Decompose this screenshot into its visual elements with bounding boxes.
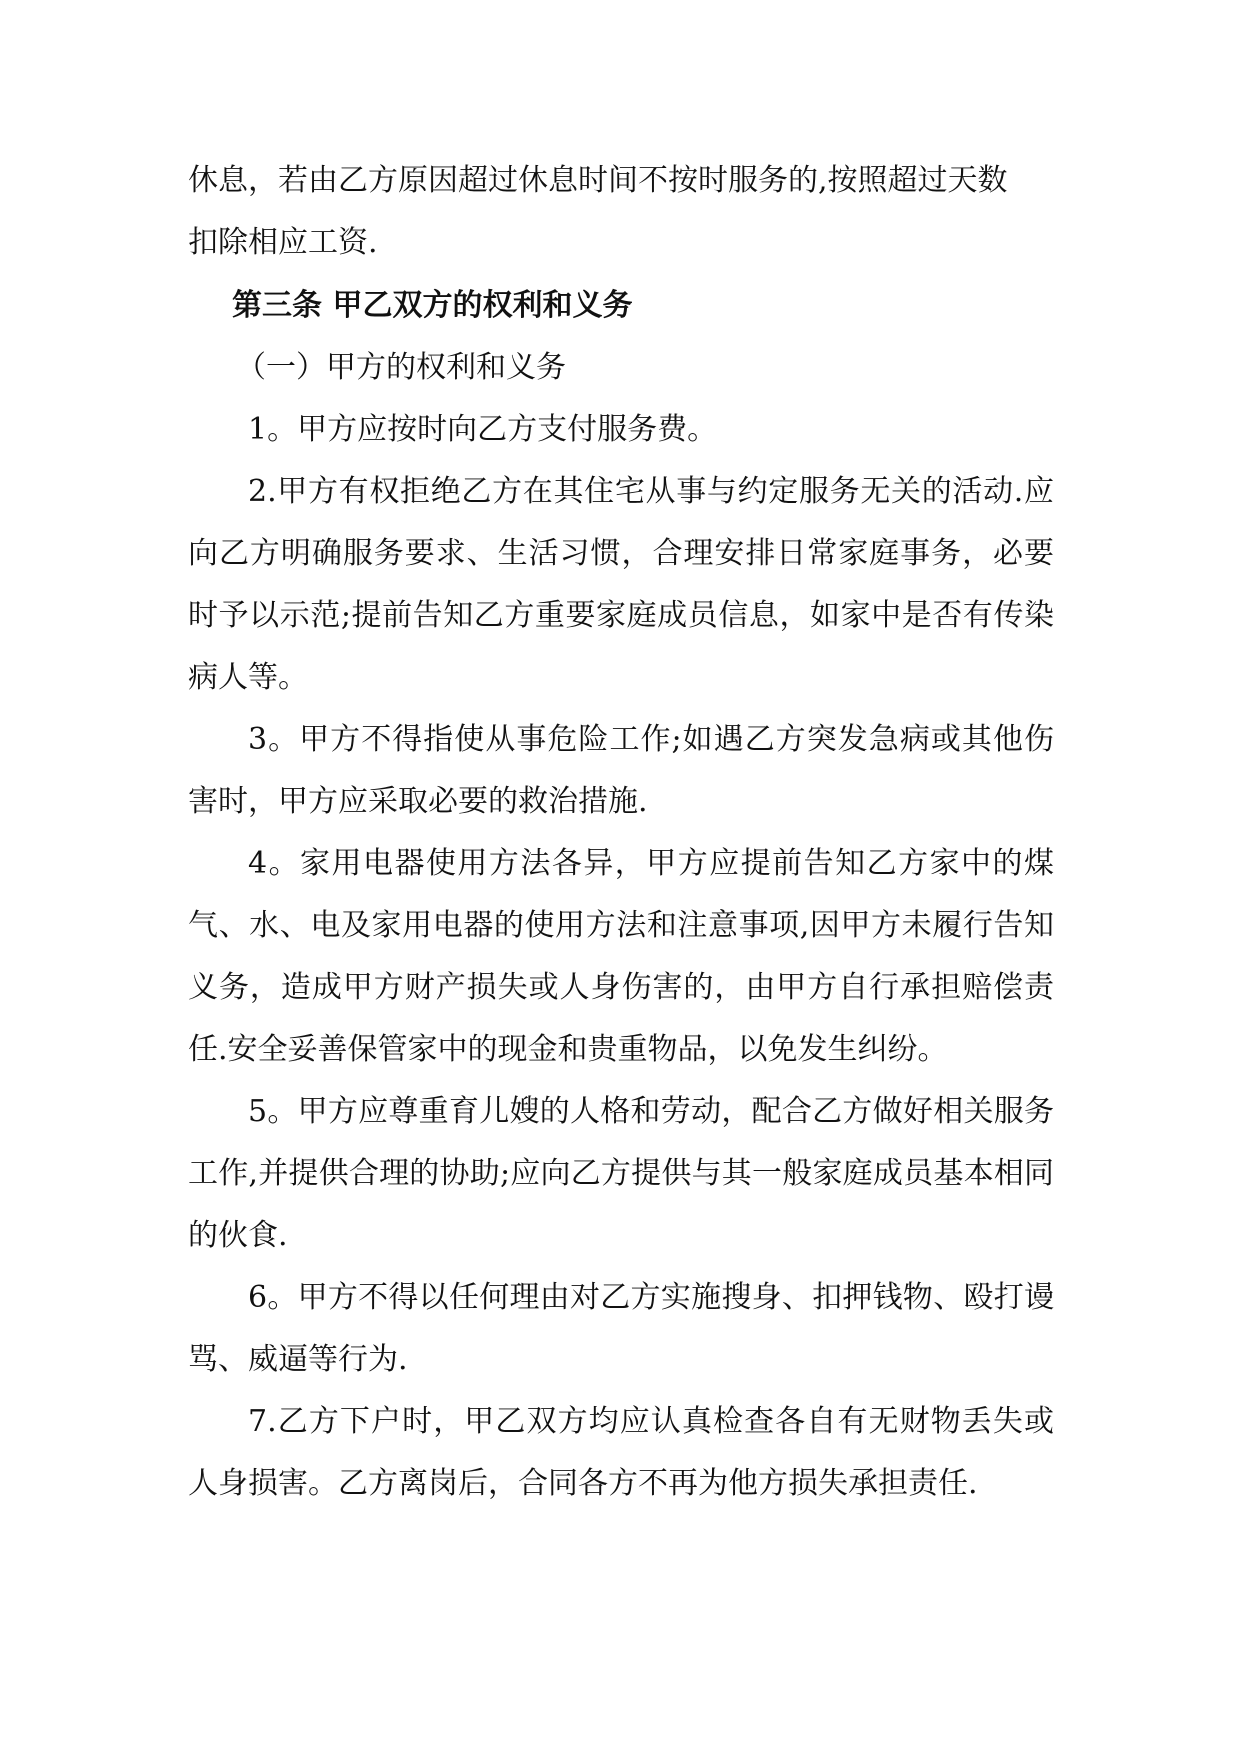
clause-item-3 — [188, 709, 1054, 833]
text-line: 1。甲方应按时向乙方支付服务费。 — [248, 412, 718, 447]
text-line: 5。甲方应尊重育儿嫂的人格和劳动，配合乙方做好相关服 — [248, 1094, 1024, 1129]
text-line: 务工作,并提供合理的协助;应向乙方提供与其一般家庭成员基 — [188, 1094, 1054, 1191]
section-title: （一）甲方的权利和义务 — [236, 350, 566, 385]
clause-item-6 — [188, 1267, 1054, 1391]
text-line: 3。甲方不得指使从事危险工作;如遇乙方突发急病或其他伤 — [248, 722, 1054, 757]
text-line: 扣除相应工资. — [188, 225, 378, 260]
text-line: 要时予以示范;提前告知乙方重要家庭成员信息，如家中是否有 — [188, 536, 1054, 633]
text-line: 本相同的伙食. — [188, 1156, 1054, 1253]
text-line: 人身损害。乙方离岗后，合同各方不再为他方损失承担责任. — [188, 1466, 978, 1501]
clause-item-7 — [188, 1391, 1054, 1515]
article-title: 第三条 甲乙双方的权利和义务 — [232, 288, 633, 323]
text-line: 4。家用电器使用方法各异，甲方应提前告知乙方家中的煤 — [248, 846, 1054, 881]
text-line: 6。甲方不得以任何理由对乙方实施搜身、扣押钱物、殴打 — [248, 1280, 1024, 1315]
text-line: 谩骂、威逼等行为. — [188, 1280, 1054, 1377]
text-line: 休息，若由乙方原因超过休息时间不按时服务的,按照超过天数 — [188, 163, 1008, 198]
text-line: 害时，甲方应采取必要的救治措施. — [188, 784, 648, 819]
clause-item-1 — [188, 399, 1054, 461]
text-line: 传染病人等。 — [188, 598, 1055, 695]
text-line: 知义务，造成甲方财产损失或人身伤害的，由甲方自行承担赔偿 — [188, 908, 1054, 1005]
text-line: 7.乙方下户时，甲乙双方均应认真检查各自有无财物丢失或 — [248, 1404, 1054, 1439]
intro-paragraph — [188, 150, 1054, 274]
text-line: 责任.安全妥善保管家中的现金和贵重物品，以免发生纠纷。 — [188, 970, 1054, 1067]
clause-item-4 — [188, 833, 1054, 1081]
document-body — [188, 150, 1054, 1515]
text-line: 应向乙方明确服务要求、生活习惯，合理安排日常家庭事务，必 — [188, 474, 1054, 571]
text-line: 2.甲方有权拒绝乙方在其住宅从事与约定服务无关的活动. — [248, 474, 1024, 509]
clause-item-2 — [188, 461, 1054, 709]
text-line: 气、水、电及家用电器的使用方法和注意事项,因甲方未履行告 — [188, 908, 1024, 943]
clause-item-5 — [188, 1081, 1054, 1267]
